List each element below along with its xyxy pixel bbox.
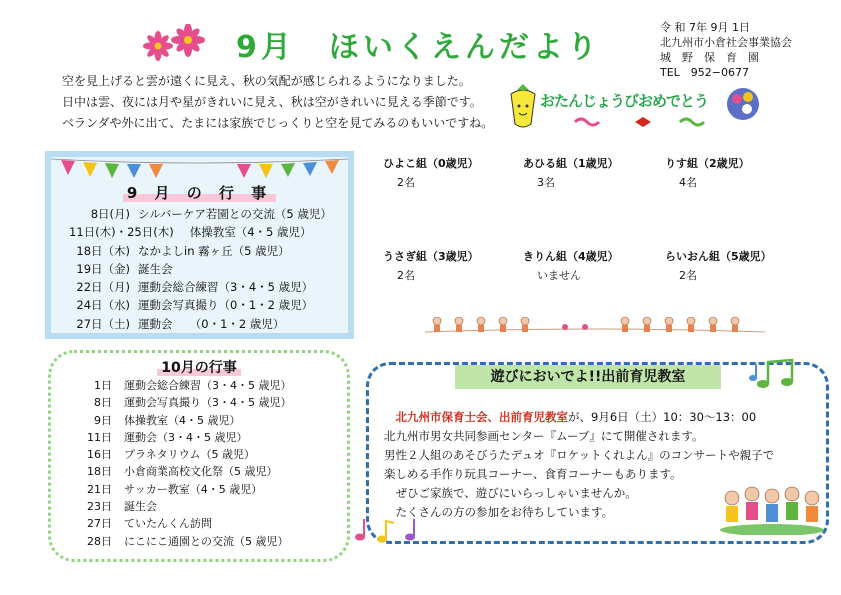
intro-paragraph — [62, 71, 493, 134]
october-title: 10月の行事 — [51, 357, 347, 377]
outreach-line: たくさんの方の参加をお待ちしています。 — [384, 505, 614, 519]
class-ahiru: あひる組（1歳児） 3名 — [523, 157, 619, 189]
september-event-list — [63, 205, 332, 333]
issue-date: 令 和 7年 9月 1日 — [660, 21, 750, 34]
kids-dancing-row-icon — [425, 312, 765, 336]
class-usagi: うさぎ組（3歳児） 2名 — [383, 250, 479, 282]
bunting-flags-icon — [51, 157, 348, 179]
october-events-panel — [48, 350, 350, 562]
organizer-highlight: 北九州市保育士会、出前育児教室 — [395, 410, 568, 424]
intro-line: ベランダや外に出て、たまには家族でじっくりと空を見てみるのもいいですね。 — [62, 116, 494, 130]
event-row: 16日 プラネタリウム（5 歳児） — [87, 448, 256, 462]
outreach-line: 楽しめる手作り玩具コーナー、食育コーナーもあります。 — [384, 467, 682, 481]
event-row: 27日 ていたんくん訪問 — [87, 517, 212, 531]
organization-name: 北九州市小倉社会事業協会 — [660, 36, 792, 49]
event-row: 24日（水) 運動会写真撮り（0・1・2 歳児） — [76, 298, 314, 313]
event-row: 11日(木)・25日(木) 体操教室（4・5 歳児） — [69, 225, 312, 240]
outreach-title: 遊びにおいでよ!!出前育児教室 — [455, 365, 721, 389]
event-row: 27日（土) 運動会 （0・1・2 歳児） — [76, 316, 285, 331]
class-kirin: きりん組（4歳児） いません — [523, 250, 619, 282]
children-group-icon — [720, 480, 825, 535]
event-row: 1日 運動会総合練習（3・4・5 歳児） — [94, 379, 292, 392]
event-row: 8日 運動会写真撮り（3・4・5 歳児） — [94, 396, 292, 410]
september-events-panel — [45, 151, 354, 339]
newsletter-title: 9月 ほいくえんだより — [236, 30, 601, 65]
outreach-line: 北九州市男女共同参画センター『ムーブ』にて開催されます。 — [384, 429, 704, 443]
event-row: 23日 誕生会 — [87, 500, 157, 514]
music-notes-icon — [747, 358, 802, 390]
birthday-message: おたんじょうびおめでとう — [540, 92, 709, 110]
outreach-line: ぜひご家族で、遊びにいらっしゃいませんか。 — [384, 486, 637, 500]
outreach-line: 男性２人組のあそびうたデュオ『ロケットくれよん』のコンサートや親子で — [384, 448, 775, 462]
outreach-line: 北九州市保育士会、出前育児教室が、9月6日（土）10：30〜13：00 — [395, 410, 757, 424]
event-row: 28日 にこにこ通園との交流（5 歳児） — [87, 534, 289, 548]
event-row: 18日 小倉商業高校文化祭（5 歳児） — [87, 465, 278, 479]
event-row: 9日 体操教室（4・5 歳児） — [94, 413, 241, 427]
cosmos-flower-icon — [140, 24, 210, 66]
event-row: 8日(月) シルバーケア若園との交流（5 歳児） — [90, 207, 332, 221]
class-hiyoko: ひよこ組（0歳児） 2名 — [383, 157, 479, 189]
event-row: 11日 運動会（3・4・5 歳児） — [87, 430, 248, 444]
intro-line: 日中は雲、夜には月や星がきれいに見え、秋は空がきれいに見える季節です。 — [62, 95, 482, 109]
event-row: 21日 サッカー教室（4・5 歳児） — [87, 482, 263, 496]
music-notes-icon — [350, 513, 430, 545]
event-row: 19日（金) 誕生会 — [76, 261, 173, 276]
event-row: 22日（月) 運動会総合練習（3・4・5 歳児） — [76, 280, 314, 295]
school-name: 城 野 保 育 園 — [660, 51, 759, 64]
class-raion: らいおん組（5歳児） 2名 — [665, 250, 772, 282]
phone-number: TEL 952−0677 — [660, 66, 750, 79]
publisher-info — [660, 20, 792, 80]
october-event-list — [71, 377, 292, 550]
class-risu: りす組（2歳児） 4名 — [665, 157, 750, 189]
event-row: 18日（木) なかよしin 霧ヶ丘（5 歳児） — [76, 243, 290, 258]
outreach-body — [384, 408, 774, 522]
intro-line: 空を見上げると雲が遠くに見え、秋の気配が感じられるようになりました。 — [62, 74, 471, 88]
september-title: 9 月 の 行 事 — [51, 182, 348, 203]
